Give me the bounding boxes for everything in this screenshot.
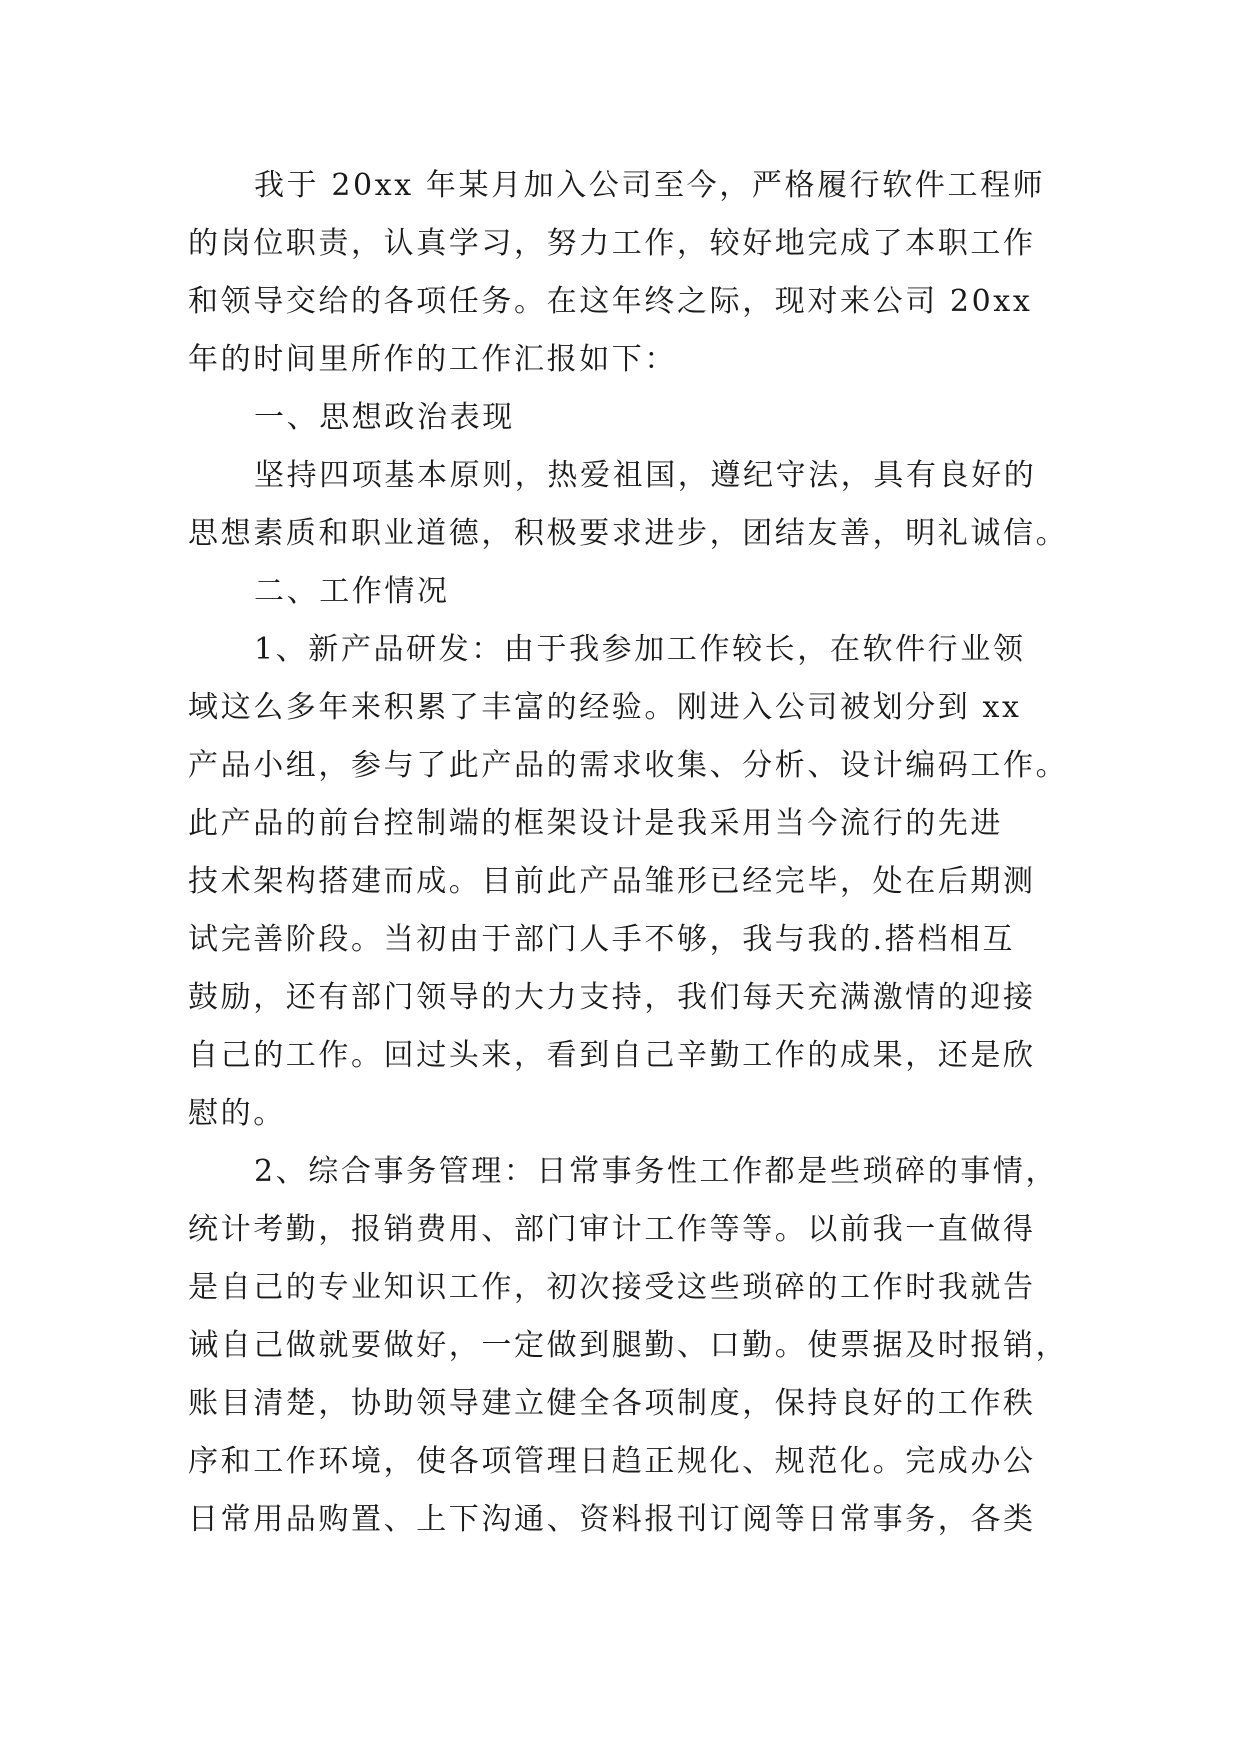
body-line: 自己的工作。回过头来，看到自己辛勤工作的成果，还是欣 bbox=[188, 1038, 1036, 1073]
body-line: 账目清楚，协助领导建立健全各项制度，保持良好的工作秩 bbox=[188, 1386, 1036, 1421]
body-line: 慰的。 bbox=[188, 1096, 286, 1131]
body-line: 产品小组，参与了此产品的需求收集、分析、设计编码工作。 bbox=[188, 748, 1069, 783]
body-line: 此产品的前台控制端的框架设计是我采用当今流行的先进 bbox=[188, 806, 1003, 841]
body-line: 鼓励，还有部门领导的大力支持，我们每天充满激情的迎接 bbox=[188, 980, 1036, 1015]
body-line: 年的时间里所作的工作汇报如下： bbox=[188, 342, 677, 377]
body-line: 日常用品购置、上下沟通、资料报刊订阅等日常事务，各类 bbox=[188, 1502, 1036, 1537]
body-line: 的岗位职责，认真学习，努力工作，较好地完成了本职工作 bbox=[188, 226, 1036, 261]
body-line: 试完善阶段。当初由于部门人手不够，我与我的.搭档相互 bbox=[188, 922, 1016, 957]
body-line: 统计考勤，报销费用、部门审计工作等等。以前我一直做得 bbox=[188, 1212, 1036, 1247]
body-line: 诫自己做就要做好，一定做到腿勤、口勤。使票据及时报销， bbox=[188, 1328, 1069, 1363]
body-line: 坚持四项基本原则，热爱祖国，遵纪守法，具有良好的 bbox=[254, 458, 1037, 493]
body-line: 2、综合事务管理：日常事务性工作都是些琐碎的事情， bbox=[254, 1154, 1059, 1189]
body-line: 技术架构搭建而成。目前此产品雏形已经完毕，处在后期测 bbox=[188, 864, 1036, 899]
section-heading: 二、工作情况 bbox=[254, 574, 450, 609]
body-line: 域这么多年来积累了丰富的经验。刚进入公司被划分到 xx bbox=[188, 690, 1022, 725]
section-heading: 一、思想政治表现 bbox=[254, 400, 515, 435]
body-line: 序和工作环境，使各项管理日趋正规化、规范化。完成办公 bbox=[188, 1444, 1036, 1479]
body-line: 和领导交给的各项任务。在这年终之际，现对来公司 20xx bbox=[188, 284, 1033, 319]
body-line: 思想素质和职业道德，积极要求进步，团结友善，明礼诚信。 bbox=[188, 516, 1069, 551]
body-line: 1、新产品研发：由于我参加工作较长，在软件行业领 bbox=[254, 632, 1026, 667]
body-line: 我于 20xx 年某月加入公司至今，严格履行软件工程师 bbox=[254, 168, 1046, 203]
body-line: 是自己的专业知识工作，初次接受这些琐碎的工作时我就告 bbox=[188, 1270, 1036, 1305]
